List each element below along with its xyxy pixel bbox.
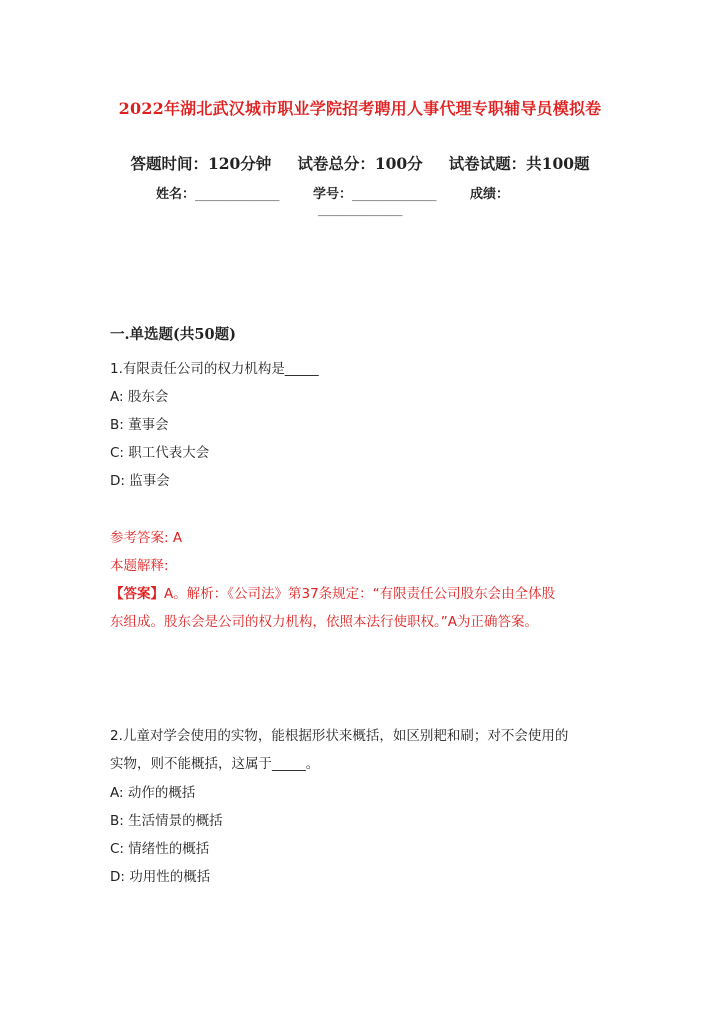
question-2-option-c: C: 情绪性的概括 (110, 841, 210, 857)
question-1-stem: 1.有限责任公司的权力机构是_____ (110, 361, 319, 377)
exam-total-score: 试卷总分：100分 (297, 154, 423, 173)
name-blank: ______________ (195, 187, 280, 202)
question-1-option-d: D: 监事会 (110, 473, 170, 489)
question-2-option-a: A: 动作的概括 (110, 785, 196, 801)
question-1-explain-label: 本题解释: (110, 558, 169, 574)
answer-tag: 【答案】 (110, 586, 164, 602)
question-2-stem-line-1: 2.儿童对学会使用的实物，能根据形状来概括，如区别耙和刷；对不会使用的 (110, 728, 569, 744)
question-1-option-b: B: 董事会 (110, 417, 169, 433)
question-1-option-a: A: 股东会 (110, 389, 169, 405)
question-1-option-c: C: 职工代表大会 (110, 445, 210, 461)
question-2-stem-line-2: 实物，则不能概括，这属于_____。 (110, 756, 320, 772)
student-id-label: 学号： (313, 187, 353, 202)
score-blank: ______________ (318, 202, 402, 217)
question-1-explain-line-1: 【答案】A。解析：《公司法》第37条规定：“有限责任公司股东会由全体股 (110, 586, 556, 602)
exam-title: 2022年湖北武汉城市职业学院招考聘用人事代理专职辅导员模拟卷 (118, 99, 602, 118)
question-2-option-d: D: 功用性的概括 (110, 869, 211, 885)
score-label: 成绩： (470, 187, 510, 202)
question-2-option-b: B: 生活情景的概括 (110, 813, 223, 829)
name-label: 姓名： (156, 187, 196, 202)
exam-time: 答题时间：120分钟 (130, 154, 272, 173)
exam-meta (0, 152, 720, 174)
student-id-blank: ______________ (352, 187, 437, 202)
question-1-answer: 参考答案: A (110, 530, 183, 546)
student-info-fields (156, 183, 509, 202)
question-1-explain-line-2: 东组成。股东会是公司的权力机构，依照本法行使职权。”A为正确答案。 (110, 614, 538, 630)
exam-question-count: 试卷试题：共100题 (448, 154, 590, 173)
section-title: 一.单选题(共50题) (110, 326, 236, 343)
